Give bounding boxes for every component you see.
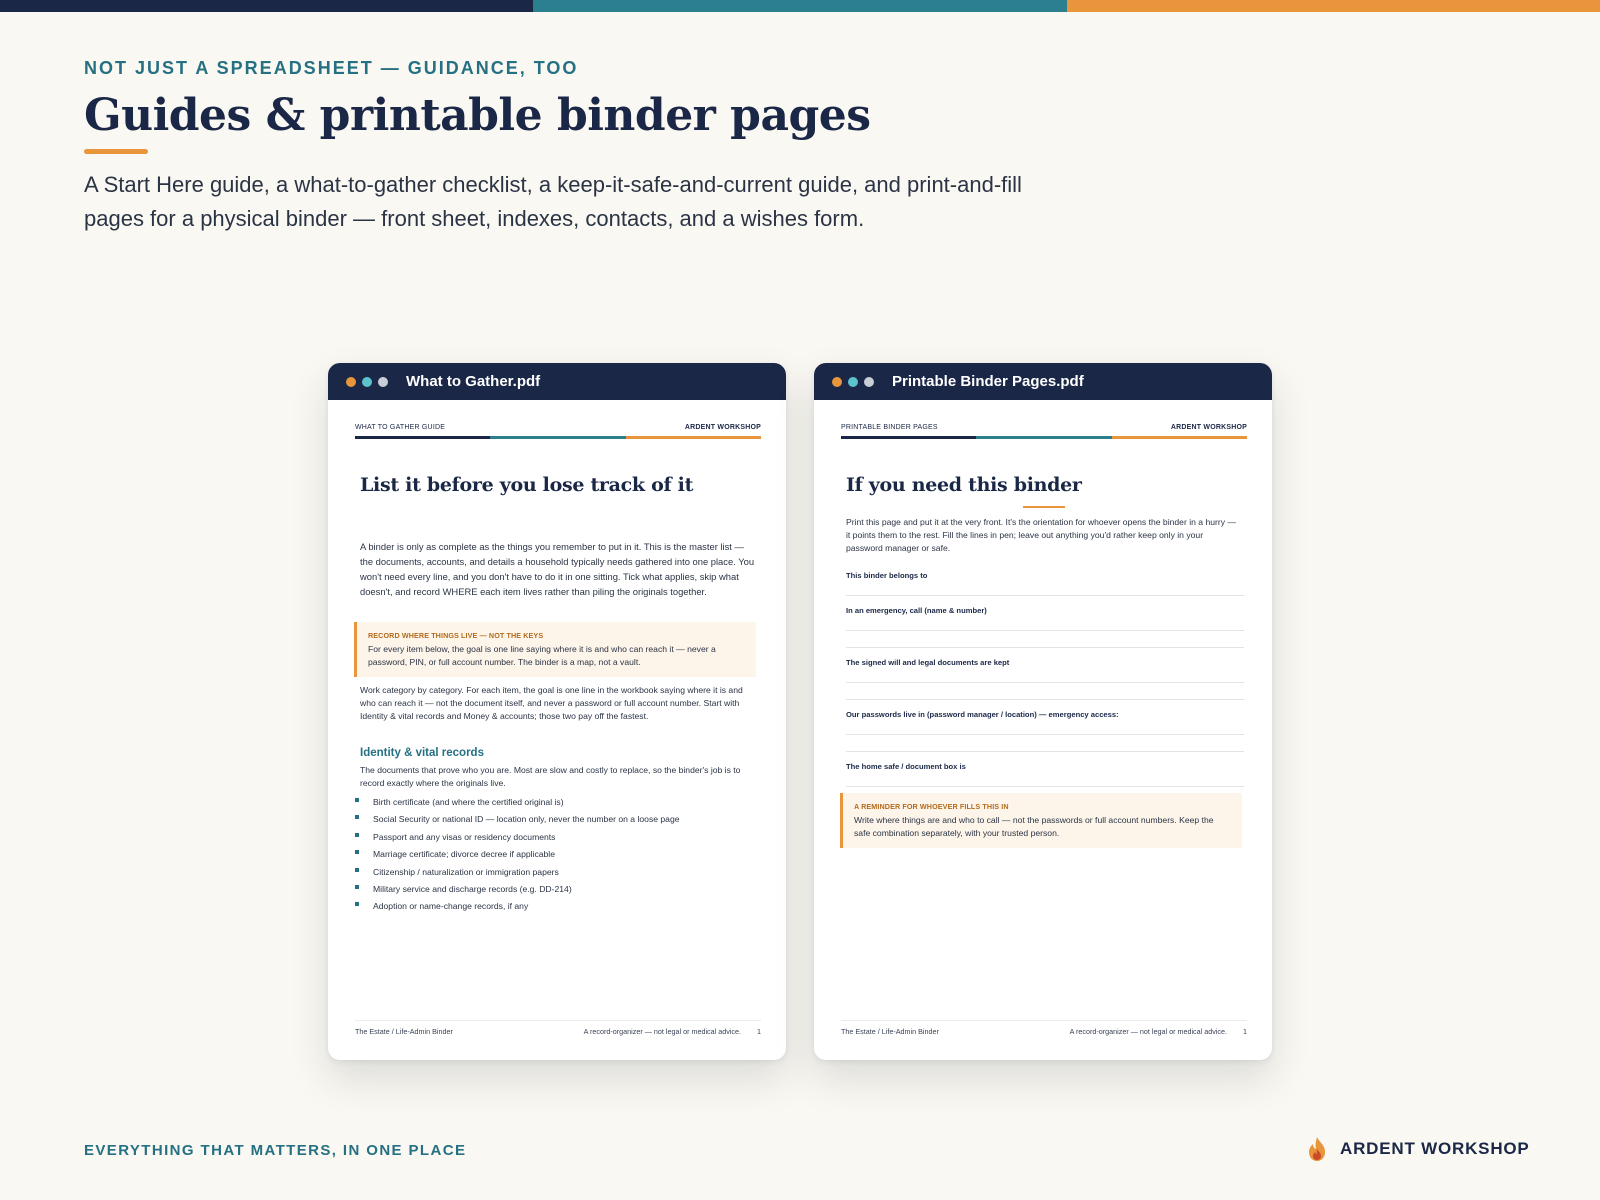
pdf-window-printable-binder[interactable] [814,363,1272,1060]
checklist [355,796,680,918]
section-title: Identity & vital records [360,747,484,759]
window-dot-teal [362,377,372,387]
doc-title: List it before you lose track of it [360,474,694,496]
flame-logo-icon [1306,1136,1328,1162]
fill-line [846,595,1244,596]
fill-field[interactable] [846,571,1244,580]
doc-header [841,424,1247,431]
fill-field[interactable] [846,710,1244,719]
fill-line [846,630,1244,631]
doc-header-left: PRINTABLE BINDER PAGES [841,424,938,431]
list-item: Marriage certificate; divorce decree if applicable [355,848,680,865]
callout-body: For every item below, the goal is one line saying where it is and who can reach it — never a password, PIN, or full account number. The binder is a map, not a vault. [368,644,716,667]
doc-footer [841,1020,1247,1036]
page-title: Guides & printable binder pages [84,90,871,141]
window-title: Printable Binder Pages.pdf [892,373,1084,390]
doc-footer [355,1020,761,1036]
fill-line [846,699,1244,700]
brand-name: ARDENT WORKSHOP [1340,1139,1530,1158]
doc-header [355,424,761,431]
doc-title-underline [1023,506,1065,508]
footer-left: The Estate / Life-Admin Binder [841,1027,939,1036]
list-item: Adoption or name-change records, if any [355,900,680,917]
window-dot-teal [848,377,858,387]
list-item: Birth certificate (and where the certified original is) [355,796,680,813]
fill-line [846,734,1244,735]
list-item: Social Security or national ID — location only, never the number on a loose page [355,813,680,830]
doc-color-rule [841,436,1247,439]
window-dot-gray [378,377,388,387]
footer-left: The Estate / Life-Admin Binder [355,1027,453,1036]
field-label: This binder belongs to [846,571,928,580]
field-label: In an emergency, call (name & number) [846,606,987,615]
callout [354,622,756,677]
doc-intro: A binder is only as complete as the things you remember to put in it. This is the master list — the documents, accounts, and details a household typically needs gathered into one place. You won't need every line, and you don't have to do it in one sitting. Tick what applies, skip what doesn't, and record WHERE each item lives rather than piling the originals together. [360,541,755,597]
fill-line [846,682,1244,683]
document-page [328,400,786,1060]
field-label: The home safe / document box is [846,762,966,771]
callout-head: RECORD WHERE THINGS LIVE — NOT THE KEYS [368,631,544,640]
doc-title: If you need this binder [846,474,1082,496]
title-underline [84,149,148,154]
fill-field[interactable] [846,606,1244,615]
section-intro: The documents that prove who you are. Most are slow and costly to replace, so the binder's job is to record exactly where the originals live. [360,765,741,788]
doc-header-right: ARDENT WORKSHOP [684,424,761,431]
window-dot-gray [864,377,874,387]
fill-line [846,786,1244,787]
callout-head: A REMINDER FOR WHOEVER FILLS THIS IN [854,802,1009,811]
window-title: What to Gather.pdf [406,373,541,390]
fill-field[interactable] [846,762,1244,771]
window-dot-orange [346,377,356,387]
callout [840,793,1242,848]
doc-body: Work category by category. For each item, the goal is one line in the workbook saying where it is and who can reach it — not the document itself, and never a password or full account number. Start with Identity & vital records and Money & accounts; those two pay off the fastest. [360,685,743,721]
field-label: Our passwords live in (password manager / location) — emergency access: [846,710,1119,719]
doc-intro: Print this page and put it at the very front. It's the orientation for whoever opens the binder in a hurry — it points them to the rest. Fill the lines in pen; leave out anything you'd rather keep only in your password manager or safe. [846,517,1237,553]
eyebrow: NOT JUST A SPREADSHEET — GUIDANCE, TOO [84,58,579,78]
doc-header-left: WHAT TO GATHER GUIDE [355,424,446,431]
list-item: Passport and any visas or residency documents [355,831,680,848]
window-titlebar[interactable] [814,363,1272,400]
window-dot-orange [832,377,842,387]
fill-field[interactable] [846,658,1244,667]
list-item: Citizenship / naturalization or immigration papers [355,866,680,883]
list-item: Military service and discharge records (e.g. DD-214) [355,883,680,900]
lede: A Start Here guide, a what-to-gather checklist, a keep-it-safe-and-current guide, and print-and-fill pages for a physical binder — front sheet, indexes, contacts, and a wishes form. [84,172,1022,231]
footer-right: A record-organizer — not legal or medical advice. [583,1027,741,1036]
document-page [814,400,1272,1060]
doc-header-right: ARDENT WORKSHOP [1170,424,1247,431]
fill-line [846,751,1244,752]
doc-color-rule [355,436,761,439]
field-label: The signed will and legal documents are kept [846,658,1010,667]
callout-body: Write where things are and who to call — not the passwords or full account numbers. Keep the safe combination separately, with your trusted person. [854,815,1214,838]
brand [1306,1136,1530,1162]
pdf-window-what-to-gather[interactable] [328,363,786,1060]
bottom-tagline: EVERYTHING THAT MATTERS, IN ONE PLACE [84,1142,467,1159]
window-titlebar[interactable] [328,363,786,400]
fill-line [846,647,1244,648]
page-number: 1 [757,1027,761,1036]
top-color-bar [0,0,1600,12]
footer-right: A record-organizer — not legal or medical advice. [1069,1027,1227,1036]
page-number: 1 [1243,1027,1247,1036]
